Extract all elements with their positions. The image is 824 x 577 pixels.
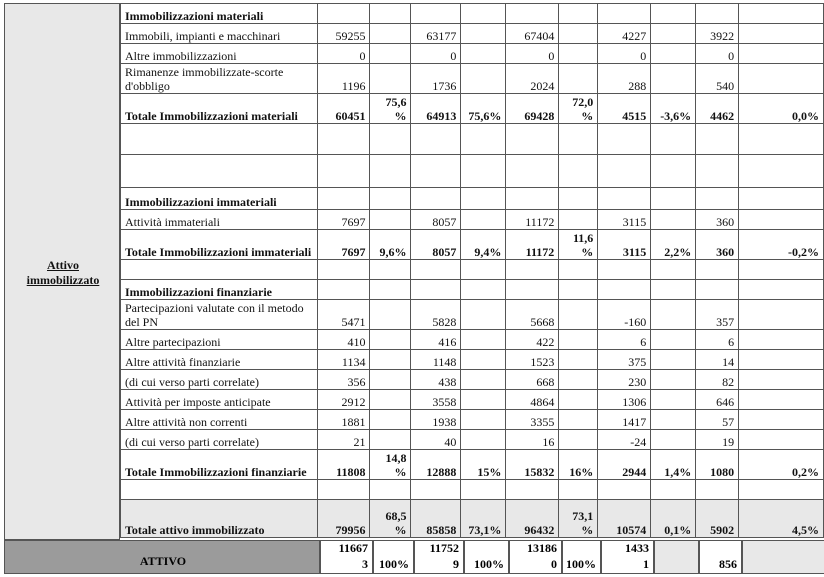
value-cell [411,260,461,280]
table-row [121,370,824,390]
percent-cell [559,410,598,430]
value-cell: 5471 [317,300,370,330]
table-row [121,410,824,430]
percent-cell [651,44,696,64]
value-cell: 422 [506,330,559,350]
value-cell: 360 [696,210,739,230]
attivo-cell-top: 1433 [625,541,649,555]
percent-cell: 68,5 % [370,500,411,538]
attivo-cell-bottom: 9 [453,557,459,571]
value-cell: 5668 [506,300,559,330]
row-label: Totale Immobilizzazioni finanziarie [121,450,318,480]
percent-cell [370,280,411,300]
value-cell [317,480,370,500]
value-cell [598,124,651,155]
value-cell: 21 [317,430,370,450]
attivo-cell-bottom: 100% [379,557,409,571]
percent-cell [370,155,411,188]
value-cell: 4515 [598,94,651,124]
table-row [121,188,824,210]
percent-cell [739,24,824,44]
table-row [121,4,824,24]
percent-cell: 0,0% [739,94,824,124]
value-cell: 63177 [411,24,461,44]
value-cell: 67404 [506,24,559,44]
percent-cell [651,430,696,450]
percent-cell [370,210,411,230]
attivo-cell-bottom: 856 [719,557,737,571]
percent-cell [370,330,411,350]
table-row [121,24,824,44]
percent-cell [651,4,696,24]
percent-cell [559,124,598,155]
percent-cell [739,300,824,330]
row-label: (di cui verso parti correlate) [121,370,318,390]
table-row [121,280,824,300]
value-cell: 3558 [411,390,461,410]
value-cell: 4462 [696,94,739,124]
percent-cell [559,330,598,350]
attivo-cell [414,540,464,574]
row-label: (di cui verso parti correlate) [121,430,318,450]
value-cell [598,155,651,188]
value-cell: 3355 [506,410,559,430]
percent-cell [739,188,824,210]
attivo-cell [601,540,654,574]
value-cell: 1938 [411,410,461,430]
percent-cell [461,300,506,330]
percent-cell [461,155,506,188]
value-cell: 82 [696,370,739,390]
percent-cell [461,44,506,64]
attivo-cell-bottom: 100% [474,557,504,571]
percent-cell [461,480,506,500]
row-label: Altre immobilizzazioni [121,44,318,64]
percent-cell: 4,5% [739,500,824,538]
table-row [121,155,824,188]
percent-cell [559,64,598,94]
row-label [121,155,318,188]
value-cell: 1306 [598,390,651,410]
value-cell: 2912 [317,390,370,410]
table-row [121,330,824,350]
percent-cell [559,300,598,330]
value-cell: 438 [411,370,461,390]
table-row [121,390,824,410]
percent-cell [559,4,598,24]
value-cell: 2944 [598,450,651,480]
percent-cell: 14,8 % [370,450,411,480]
value-cell [317,280,370,300]
value-cell [598,280,651,300]
percent-cell [739,64,824,94]
percent-cell: -3,6% [651,94,696,124]
percent-cell [651,210,696,230]
percent-cell [739,155,824,188]
value-cell: 11172 [506,210,559,230]
value-cell: 1736 [411,64,461,94]
value-cell: 64913 [411,94,461,124]
percent-cell [370,260,411,280]
value-cell [411,4,461,24]
percent-cell: 73,1% [461,500,506,538]
value-cell: 375 [598,350,651,370]
percent-cell [559,430,598,450]
value-cell: 5902 [696,500,739,538]
percent-cell [559,155,598,188]
value-cell: 1134 [317,350,370,370]
section-side-panel [4,3,120,540]
table-row [121,44,824,64]
percent-cell [461,330,506,350]
percent-cell [739,44,824,64]
value-cell [317,188,370,210]
value-cell: 416 [411,330,461,350]
percent-cell [461,350,506,370]
percent-cell: -0,2% [739,230,824,260]
row-label: Immobili, impianti e macchinari [121,24,318,44]
percent-cell [739,430,824,450]
value-cell [506,124,559,155]
value-cell: 8057 [411,210,461,230]
value-cell: 0 [411,44,461,64]
value-cell: -160 [598,300,651,330]
percent-cell [370,430,411,450]
percent-cell: 16% [559,450,598,480]
percent-cell [461,390,506,410]
value-cell: 288 [598,64,651,94]
value-cell: 8057 [411,230,461,260]
percent-cell [739,390,824,410]
percent-cell: 11,6 % [559,230,598,260]
value-cell: 410 [317,330,370,350]
percent-cell [559,188,598,210]
value-cell [317,4,370,24]
percent-cell [739,210,824,230]
percent-cell [559,350,598,370]
percent-cell [461,4,506,24]
percent-cell [651,124,696,155]
table-row [121,94,824,124]
attivo-cell [509,540,562,574]
percent-cell [739,124,824,155]
row-label: Immobilizzazioni finanziarie [121,280,318,300]
value-cell: 646 [696,390,739,410]
value-cell [506,480,559,500]
table-row [121,480,824,500]
value-cell [506,155,559,188]
percent-cell [651,480,696,500]
row-label: Rimanenze immobilizzate-scorte d'obbligo [121,64,318,94]
value-cell: 540 [696,64,739,94]
value-cell: 0 [506,44,559,64]
percent-cell [739,410,824,430]
percent-cell [559,390,598,410]
balance-sheet-table [120,3,824,538]
value-cell [411,155,461,188]
value-cell: 7697 [317,230,370,260]
value-cell: 69428 [506,94,559,124]
value-cell [506,4,559,24]
attivo-cell-top: 11752 [429,541,459,555]
row-label: Altre partecipazioni [121,330,318,350]
attivo-cell [373,540,414,574]
value-cell: 360 [696,230,739,260]
percent-cell [739,260,824,280]
value-cell [696,260,739,280]
attivo-cell-bottom: 3 [362,557,368,571]
percent-cell: 15% [461,450,506,480]
value-cell: 0 [696,44,739,64]
percent-cell [651,390,696,410]
value-cell: 1523 [506,350,559,370]
row-label [121,260,318,280]
value-cell [696,4,739,24]
value-cell: 0 [317,44,370,64]
percent-cell [559,24,598,44]
percent-cell: 9,4% [461,230,506,260]
value-cell: 16 [506,430,559,450]
value-cell [598,188,651,210]
percent-cell [651,300,696,330]
value-cell: 12888 [411,450,461,480]
percent-cell [370,350,411,370]
value-cell [696,480,739,500]
table-row [121,500,824,538]
section-label-line1: Attivo [47,258,79,272]
percent-cell [651,155,696,188]
percent-cell [559,280,598,300]
percent-cell [651,64,696,94]
value-cell: 15832 [506,450,559,480]
row-label: Attività immateriali [121,210,318,230]
table-row [121,210,824,230]
attivo-cell [654,540,699,574]
percent-cell [370,44,411,64]
value-cell: 11808 [317,450,370,480]
value-cell: 1148 [411,350,461,370]
value-cell: 14 [696,350,739,370]
percent-cell: 0,2% [739,450,824,480]
table-row [121,450,824,480]
percent-cell [370,64,411,94]
value-cell [598,480,651,500]
value-cell: 6 [598,330,651,350]
percent-cell [559,260,598,280]
percent-cell [461,210,506,230]
value-cell: 4227 [598,24,651,44]
value-cell [696,280,739,300]
percent-cell [651,330,696,350]
table-row [121,230,824,260]
value-cell [317,124,370,155]
percent-cell [651,410,696,430]
percent-cell [739,280,824,300]
percent-cell: 0,1% [651,500,696,538]
attivo-cell-bottom: 0 [551,557,557,571]
value-cell: 1417 [598,410,651,430]
value-cell: 2024 [506,64,559,94]
percent-cell [370,4,411,24]
table-row [121,260,824,280]
row-label [121,480,318,500]
table-row [121,300,824,330]
attivo-value-cells [320,540,824,574]
attivo-cell [562,540,601,574]
percent-cell [739,480,824,500]
percent-cell [739,4,824,24]
row-label [121,124,318,155]
value-cell: 3922 [696,24,739,44]
value-cell: 1080 [696,450,739,480]
row-label: Immobilizzazioni immateriali [121,188,318,210]
attivo-cell [320,540,373,574]
percent-cell: 9,6% [370,230,411,260]
row-label: Totale attivo immobilizzato [121,500,318,538]
table-row [121,350,824,370]
value-cell: 96432 [506,500,559,538]
value-cell: 19 [696,430,739,450]
value-cell: 357 [696,300,739,330]
value-cell: 57 [696,410,739,430]
percent-cell [739,330,824,350]
percent-cell: 73,1 % [559,500,598,538]
value-cell: 1196 [317,64,370,94]
attivo-cell-bottom: 100% [566,557,596,571]
value-cell [696,188,739,210]
value-cell: 10574 [598,500,651,538]
value-cell: 11172 [506,230,559,260]
value-cell [411,124,461,155]
attivo-cell [464,540,509,574]
value-cell [317,260,370,280]
value-cell [411,280,461,300]
value-cell [506,260,559,280]
percent-cell: 75,6 % [370,94,411,124]
value-cell: 0 [598,44,651,64]
row-label: Totale Immobilizzazioni materiali [121,94,318,124]
percent-cell [370,124,411,155]
value-cell [506,280,559,300]
value-cell: 40 [411,430,461,450]
row-label: Altre attività non correnti [121,410,318,430]
row-label: Attività per imposte anticipate [121,390,318,410]
percent-cell [370,24,411,44]
value-cell [506,188,559,210]
percent-cell: 1,4% [651,450,696,480]
percent-cell [370,410,411,430]
value-cell [598,4,651,24]
table-row [121,64,824,94]
attivo-total-row [4,540,824,577]
attivo-cell-bottom: 1 [643,557,649,571]
percent-cell [651,370,696,390]
percent-cell: 75,6% [461,94,506,124]
attivo-label-cell [4,540,320,574]
percent-cell [559,370,598,390]
percent-cell [461,370,506,390]
value-cell: 3115 [598,230,651,260]
row-label: Altre attività finanziarie [121,350,318,370]
percent-cell [370,480,411,500]
percent-cell [461,280,506,300]
value-cell: 79956 [317,500,370,538]
percent-cell [461,24,506,44]
value-cell: 85858 [411,500,461,538]
percent-cell [559,210,598,230]
percent-cell [651,260,696,280]
value-cell: 59255 [317,24,370,44]
percent-cell [461,124,506,155]
value-cell: 3115 [598,210,651,230]
attivo-cell-top: 13186 [527,541,557,555]
attivo-cell [699,540,742,574]
value-cell: 1881 [317,410,370,430]
percent-cell [461,410,506,430]
attivo-label: ATTIVO [139,554,187,568]
value-cell: -24 [598,430,651,450]
value-cell [411,188,461,210]
percent-cell: 72,0 % [559,94,598,124]
table-row [121,430,824,450]
percent-cell [461,188,506,210]
value-cell [411,480,461,500]
section-label-line2: immobilizzato [26,273,100,287]
percent-cell [651,188,696,210]
value-cell: 60451 [317,94,370,124]
row-label: Partecipazioni valutate con il metodo del PN [121,300,318,330]
value-cell: 356 [317,370,370,390]
percent-cell [739,370,824,390]
percent-cell: 2,2% [651,230,696,260]
attivo-cell-top: 11667 [338,541,368,555]
percent-cell [370,370,411,390]
percent-cell [739,350,824,370]
value-cell: 4864 [506,390,559,410]
value-cell [317,155,370,188]
percent-cell [651,350,696,370]
value-cell: 6 [696,330,739,350]
percent-cell [461,430,506,450]
percent-cell [461,64,506,94]
percent-cell [651,24,696,44]
percent-cell [651,280,696,300]
value-cell: 5828 [411,300,461,330]
value-cell: 230 [598,370,651,390]
section-label [5,258,121,288]
percent-cell [370,390,411,410]
table-row [121,124,824,155]
percent-cell [559,480,598,500]
percent-cell [370,300,411,330]
value-cell: 668 [506,370,559,390]
value-cell [598,260,651,280]
value-cell [696,124,739,155]
row-label: Immobilizzazioni materiali [121,4,318,24]
percent-cell [461,260,506,280]
value-cell [696,155,739,188]
percent-cell [370,188,411,210]
percent-cell [559,44,598,64]
value-cell: 7697 [317,210,370,230]
attivo-cell [742,540,824,574]
row-label: Totale Immobilizzazioni immateriali [121,230,318,260]
